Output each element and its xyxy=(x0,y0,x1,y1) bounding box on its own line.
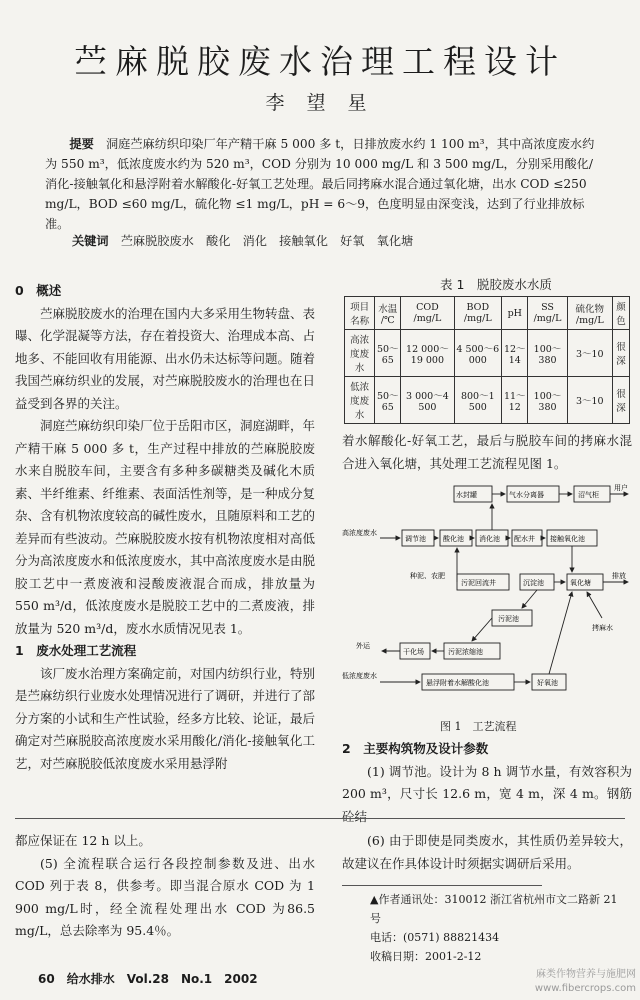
watermark xyxy=(535,968,636,996)
table-title: 表 1 脱胶废水水质 xyxy=(440,277,552,292)
table-header-cell: 水温 /℃ xyxy=(375,297,401,330)
table-cell: 100～380 xyxy=(528,377,567,424)
table-cell: 低浓度废水 xyxy=(345,377,375,424)
flow-label: 高浓度废水 xyxy=(342,529,377,537)
table-header-cell: 硫化物 /mg/L xyxy=(567,297,612,330)
flow-label: 接触氧化池 xyxy=(550,535,585,543)
process-flow-diagram xyxy=(342,478,632,703)
paper-title: 苎麻脱胶废水治理工程设计 xyxy=(74,42,566,81)
flow-label: 种泥、农肥 xyxy=(410,572,445,580)
section-2 xyxy=(342,738,632,828)
table-cell: 800～1 500 xyxy=(454,377,502,424)
table-cell: 3～10 xyxy=(567,377,612,424)
right-paragraph: 着水解酸化-好氧工艺，最后与脱胶车间的拷麻水混合进入氧化塘，其处理工艺流程见图 1。 xyxy=(342,433,632,471)
flow-label: 污泥池 xyxy=(498,615,519,623)
table-header-cell: COD /mg/L xyxy=(401,297,454,330)
flow-label: 排放 xyxy=(612,572,626,580)
page-footer: 60 给水排水 Vol.28 No.1 2002 xyxy=(38,972,258,986)
paragraph-2: 洞庭苎麻纺织印染厂位于岳阳市区，洞庭湖畔，年产精干麻 5 000 多 t，生产过程中排放的苎麻脱胶废水来自脱胶车间，主要含有多种多碳糖类及碱化木质素、半纤维素、纤维素、表面活性剂等，是一种成分复杂、含有机物浓度较高的碱性废水，且随原料和工艺的差异而有些波动。苎麻脱胶废水按有机物浓度相对高低分为高浓度废水和低浓度废水，其中高浓度废水是由脱胶工艺中一煮废液和浸酸废液混合而成，排放量为 550 m³/d，低浓度废水是脱胶工艺中的二煮废液，排放量为 520 m³/d，废水水质情况见表 1。 xyxy=(15,418,316,636)
flow-label: 外运 xyxy=(356,642,370,650)
meta-divider xyxy=(342,885,542,886)
flow-label: 气水分离器 xyxy=(509,491,544,499)
author: 李 望 星 xyxy=(265,92,375,114)
table-cell: 很深 xyxy=(613,377,630,424)
flow-label: 用户 xyxy=(614,484,628,492)
author-phone: 电话：(0571) 88821434 xyxy=(370,931,500,944)
flow-label: 低浓度废水 xyxy=(342,672,377,680)
section-0-heading: 0 概述 xyxy=(15,283,62,298)
flow-svg xyxy=(342,478,632,703)
bottom-right-column xyxy=(342,830,632,875)
keywords-label: 关键词 xyxy=(72,234,109,248)
table-cell: 3 000～4 500 xyxy=(401,377,454,424)
paragraph-3: 该厂废水治理方案确定前，对国内纺织行业，特别是苎麻纺织行业废水处理情况进行了调研，并进行了部分方案的小试和生产性试验，经多方比较、论证，最后确定对苎麻脱胶高浓度废水采用酸化/消化-接触氧化工艺，对苎麻脱胶低浓度废水采用悬浮附 xyxy=(15,665,316,771)
flow-label: 好氧池 xyxy=(537,679,558,687)
table-cell: 很深 xyxy=(613,330,630,377)
flow-label: 配水井 xyxy=(514,535,535,543)
flow-label: 水封罐 xyxy=(456,491,477,499)
table-cell: 50～65 xyxy=(375,377,401,424)
table-header-cell: SS /mg/L xyxy=(528,297,567,330)
flow-label: 调节池 xyxy=(405,535,426,543)
table-cell: 11～12 xyxy=(502,377,528,424)
figure-caption: 图 1 工艺流程 xyxy=(440,720,517,733)
paragraph-4: (1) 调节池。设计为 8 h 调节水量，有效容积为 200 m³，尺寸长 12.6 m，宽 4 m，深 4 m。钢筋砼结 xyxy=(342,763,632,824)
bottom-left-paragraph: (5) 全流程联合运行各段控制参数及进、出水 COD 列于表 8，供参考。即当混合原水 COD 为 1 900 mg/L时，经全流程处理出水 COD 为86.5 mg/L，总去除率为 95.4％。 xyxy=(15,855,315,938)
bottom-right-paragraph: (6) 由于即使是同类废水，其性质仍差异较大，故建议在作具体设计时须据实调研后采用。 xyxy=(342,833,632,871)
flow-label: 干化场 xyxy=(403,648,424,656)
flow-label: 污泥浓缩池 xyxy=(448,648,483,656)
flow-label: 沼气柜 xyxy=(578,491,599,499)
table-cell: 4 500～6 000 xyxy=(454,330,502,377)
watermark-line: www.fibercrops.com xyxy=(534,983,636,994)
keywords-text: 苎麻脱胶废水 酸化 消化 接触氧化 好氧 氧化塘 xyxy=(120,234,414,248)
keywords xyxy=(72,232,612,250)
abstract-label: 提要 xyxy=(69,137,94,151)
flow-label: 沉淀池 xyxy=(523,579,544,587)
bottom-left-line: 都应保证在 12 h 以上。 xyxy=(15,833,151,848)
received-date: 收稿日期：2001-2-12 xyxy=(370,950,482,963)
flow-label: 酸化池 xyxy=(443,535,464,543)
table-header-cell: 颜色 xyxy=(613,297,630,330)
table-header-cell: BOD /mg/L xyxy=(454,297,502,330)
bottom-left-column xyxy=(15,830,315,943)
flow-label: 悬浮附着水解酸化池 xyxy=(426,679,489,687)
water-quality-table xyxy=(344,296,630,424)
left-column xyxy=(15,280,315,775)
table-cell: 100～380 xyxy=(528,330,567,377)
author-address: ▲作者通讯处：310012 浙江省杭州市文二路新 21 号 xyxy=(370,893,618,925)
flow-label: 氧化塘 xyxy=(570,579,591,587)
table-cell: 3～10 xyxy=(567,330,612,377)
divider xyxy=(15,818,625,819)
table-cell: 12 000～19 000 xyxy=(401,330,454,377)
paragraph-1: 苎麻脱胶废水的治理在国内大多采用生物转盘、表曝、化学混凝等方法，存在着投资大、治理成本高、占地多、不能回收有用能源、出水仍未达标等问题。随着我国苎麻纺织业的发展，对苎麻脱胶废水的治理也在日益受到各界的关注。 xyxy=(15,305,316,411)
table-header-row xyxy=(345,297,630,330)
section-2-heading: 2 主要构筑物及设计参数 xyxy=(342,741,489,756)
watermark-line: 麻类作物营养与施肥网 xyxy=(536,969,636,980)
abstract-text: 洞庭苎麻纺织印染厂年产精干麻 5 000 多 t，日排放废水约 1 100 m³，其中高浓度废水约为 550 m³，低浓度废水约为 520 m³，COD 分别为 10 000 mg/L 和 3 500 mg/L，分别采用酸化/消化-接触氧化和悬浮附着水解酸化-好氧工艺处理。最后同拷麻水混合通过氧化塘，出水 COD ≤250 mg/L，BOD ≤60 mg/L，硫化物 ≤1 mg/L，pH = 6～9，色度明显由深变浅，达到了行业排放标准。 xyxy=(45,137,595,231)
table-row xyxy=(345,330,630,377)
article-meta xyxy=(370,890,630,966)
table-cell: 50～65 xyxy=(375,330,401,377)
table-cell: 12～14 xyxy=(502,330,528,377)
table-header-cell: pH xyxy=(502,297,528,330)
section-1-heading: 1 废水处理工艺流程 xyxy=(15,643,137,658)
table-header-cell: 项目 名称 xyxy=(345,297,375,330)
flow-label: 污泥回流井 xyxy=(461,579,496,587)
abstract xyxy=(45,134,605,234)
flow-label: 消化池 xyxy=(479,535,500,543)
table-row xyxy=(345,377,630,424)
table-cell: 高浓度废水 xyxy=(345,330,375,377)
flow-label: 拷麻水 xyxy=(592,624,613,632)
